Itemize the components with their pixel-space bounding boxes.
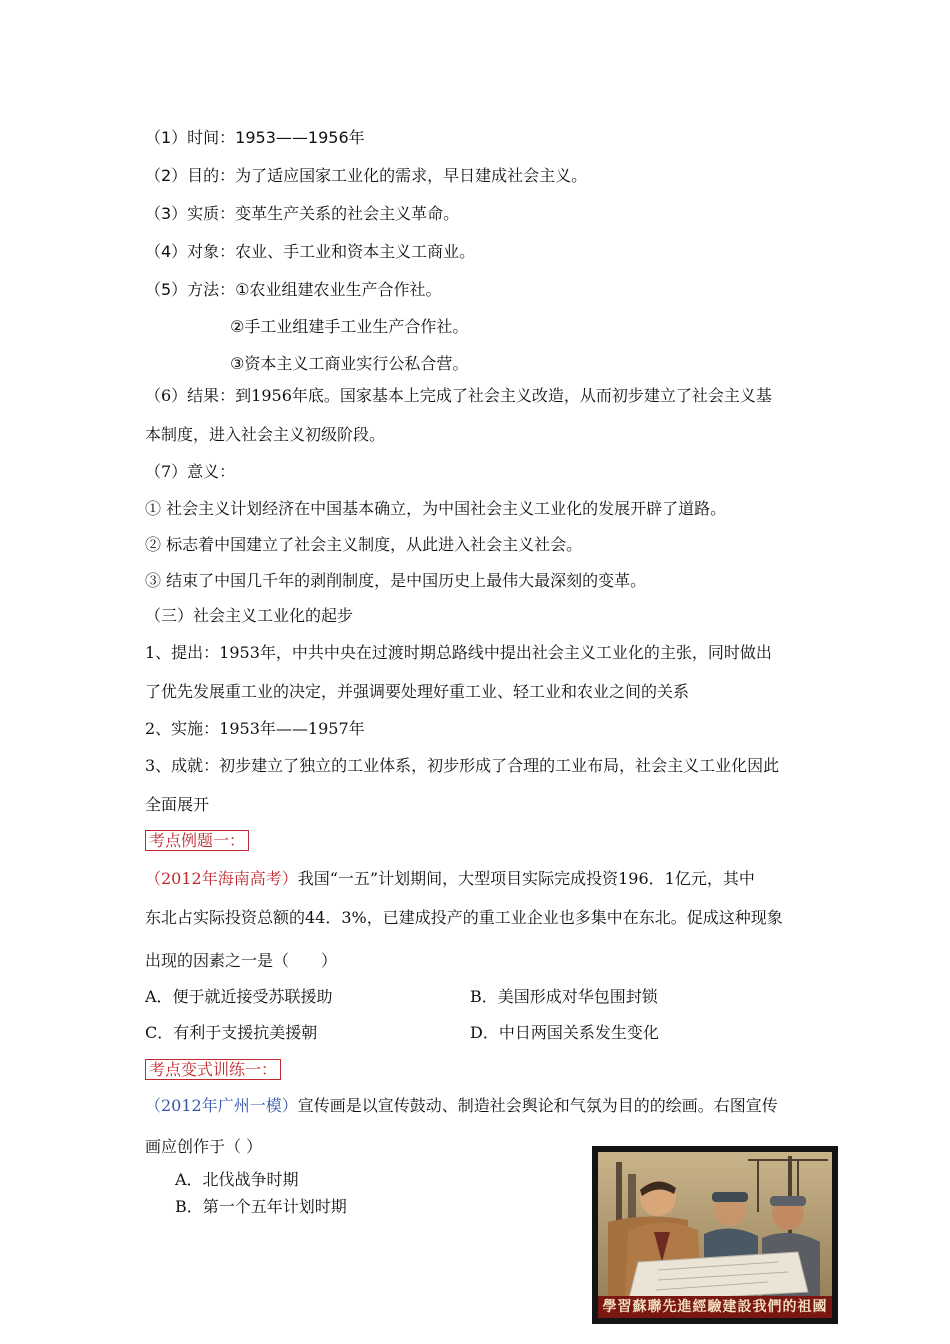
option-a: A．便于就近接受苏联援助 xyxy=(145,987,333,1006)
achievement-line-2: 全面展开 xyxy=(145,795,210,814)
proposal-line-1: 1、提出：1953年，中共中央在过渡时期总路线中提出社会主义工业化的主张，同时做出 xyxy=(145,643,772,662)
training-option-b: B．第一个五年计划时期 xyxy=(175,1197,347,1216)
item-method-2: ②手工业组建手工业生产合作社。 xyxy=(230,317,469,336)
example-text-line-2: 东北占实际投资总额的44．3%，已建成投产的重工业企业也多集中在东北。促成这种现象 xyxy=(145,908,783,927)
option-d: D．中日两国关系发生变化 xyxy=(470,1023,659,1042)
training-option-a: A．北伐战争时期 xyxy=(175,1170,299,1189)
training-tag: 考点变式训练一： xyxy=(145,1060,281,1080)
item-purpose: （2）目的：为了适应国家工业化的需求，早日建成社会主义。 xyxy=(145,166,588,185)
achievement-line-1: 3、成就：初步建立了独立的工业体系，初步形成了合理的工业布局，社会主义工业化因此 xyxy=(145,756,780,775)
significance-item-2: ② 标志着中国建立了社会主义制度，从此进入社会主义社会。 xyxy=(145,535,583,554)
option-c: C．有利于支援抗美援朝 xyxy=(145,1023,318,1042)
example-text-line-3: 出现的因素之一是（ ） xyxy=(145,951,338,970)
example-options-row-1 xyxy=(145,987,658,1007)
poster-caption: 學習蘇聯先進經驗建設我們的祖國 xyxy=(598,1296,832,1318)
result-line-1: （6）结果：到1956年底。国家基本上完成了社会主义改造，从而初步建立了社会主义基 xyxy=(145,386,772,405)
propaganda-poster xyxy=(592,1146,838,1324)
example-source: （2012年海南高考） xyxy=(145,869,298,888)
item-time: （1）时间：1953——1956年 xyxy=(145,128,365,147)
proposal-line-2: 了优先发展重工业的决定，并强调要处理好重工业、轻工业和农业之间的关系 xyxy=(145,682,690,701)
poster-illustration xyxy=(598,1152,832,1318)
example-tag: 考点例题一： xyxy=(145,831,249,851)
industrialization-heading: （三）社会主义工业化的起步 xyxy=(145,606,354,625)
training-source: （2012年广州一模） xyxy=(145,1096,298,1115)
item-method: （5）方法：①农业组建农业生产合作社。 xyxy=(145,280,442,299)
training-text-line-2: 画应创作于（ ） xyxy=(145,1137,263,1156)
implementation: 2、实施：1953年——1957年 xyxy=(145,719,365,738)
item-method-3: ③资本主义工商业实行公私合营。 xyxy=(230,354,469,373)
item-essence: （3）实质：变革生产关系的社会主义革命。 xyxy=(145,204,460,223)
example-options-row-2 xyxy=(145,1023,659,1043)
significance-item-1: ① 社会主义计划经济在中国基本确立，为中国社会主义工业化的发展开辟了道路。 xyxy=(145,499,727,518)
result-line-2: 本制度，进入社会主义初级阶段。 xyxy=(145,425,386,444)
significance-item-3: ③ 结束了中国几千年的剥削制度，是中国历史上最伟大最深刻的变革。 xyxy=(145,571,647,590)
option-b: B．美国形成对华包围封锁 xyxy=(470,987,658,1006)
item-target: （4）对象：农业、手工业和资本主义工商业。 xyxy=(145,242,476,261)
training-text-line-1: （2012年广州一模）宣传画是以宣传鼓动、制造社会舆论和气氛为目的的绘画。右图宣传 xyxy=(145,1096,778,1115)
significance-heading: （7）意义： xyxy=(145,462,236,481)
example-text-line-1: （2012年海南高考）我国“一五”计划期间，大型项目实际完成投资196．1亿元，其中 xyxy=(145,869,755,888)
